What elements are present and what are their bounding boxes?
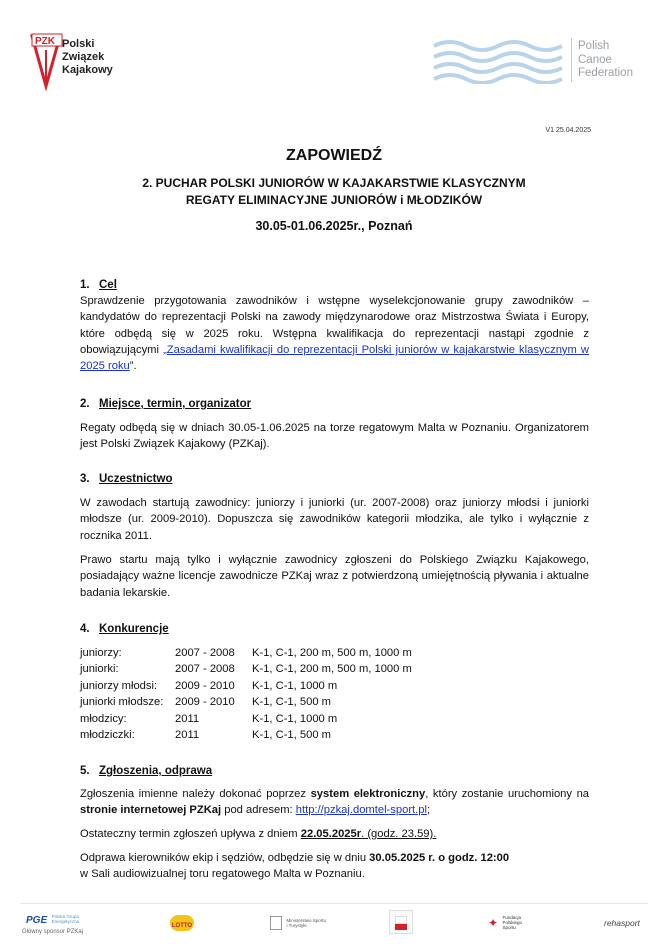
section-title: Uczestnictwo (99, 473, 173, 485)
briefing-date: 30.05.2025 r. o godz. 12:00 (369, 852, 510, 864)
section-title: Zgłoszenia, odprawa (99, 765, 213, 777)
competitions-table (80, 645, 412, 743)
years-cell: 2011 (175, 729, 200, 742)
ministry-name: Ministerstwo Sportu i Turystyki (286, 917, 326, 928)
section-number: 4. (80, 623, 90, 635)
pzk-line-3: Kajakowy (62, 64, 113, 76)
text-bold: stronie internetowej PZKaj (80, 804, 222, 817)
ministry-logo (270, 914, 326, 932)
pcf-name (578, 40, 633, 81)
years-cell: 2007 - 2008 (175, 647, 235, 659)
category-cell: młodzicy: (80, 712, 127, 725)
section-2-text: Regaty odbędą się w dniach 30.05-1.06.2025 na torze regatowym Malta w Poznaniu. Organizatorem jest Polski Związek Kajakowy (PZKaj). (80, 422, 589, 451)
events-cell: K-1, C-1, 200 m, 500 m, 1000 m (252, 647, 412, 659)
category-cell: młodziczki: (80, 729, 135, 742)
pcf-line-3: Federation (578, 67, 633, 79)
footer-divider (20, 903, 648, 904)
section-title: Cel (99, 279, 117, 291)
years-cell: 2009 - 2010 (175, 679, 235, 692)
years-cell: 2011 (175, 712, 200, 725)
section-number: 3. (80, 473, 90, 485)
subtitle-line-1: 2. PUCHAR POLSKI JUNIORÓW W KAJAKARSTWIE KLASYCZNYM (142, 176, 526, 190)
table-row (80, 711, 412, 727)
section-number: 2. (80, 398, 90, 410)
date-place: 30.05-01.06.2025r., Poznań (255, 219, 413, 233)
deadline-date: 22.05.2025r (300, 828, 362, 840)
rehasport-logo: rehasport (604, 918, 640, 928)
version-label: V1 25.04.2025 (545, 127, 591, 134)
events-cell: K-1, C-1, 500 m (252, 729, 331, 742)
section-5-text-2 (80, 826, 589, 842)
subtitle-line-2: REGATY ELIMINACYJNE JUNIORÓW i MŁODZIKÓW (185, 193, 483, 207)
table-row (80, 694, 412, 710)
text-fragment: pod adresem: (221, 804, 296, 817)
section-1-heading (80, 279, 117, 291)
pcf-line-2: Canoe (578, 53, 612, 66)
flag-red (395, 924, 407, 930)
text-fragment: , który zostanie uruchomiony na (425, 788, 590, 800)
category-cell: juniorki młodsze: (80, 696, 164, 709)
lotto-logo (170, 915, 194, 931)
section-5-text-1 (80, 786, 589, 819)
pzk-badge-text: PZK (35, 36, 55, 47)
pge-logo (26, 910, 82, 928)
table-row (80, 645, 412, 661)
fundacja-name: Fundacja Polskiego Sportu (502, 915, 523, 931)
cel-text: Sprawdzenie przygotowania zawodników i wstępne wyselekcjonowanie grupy zawodników – kandydatów do reprezentacji Polski na zawody międzynarodowe oraz Mistrzostwa Świata i Europy, które odbędą się w 2025 roku. Wstępna kwalifikacja do reprezentacji nastąpi zgodnie z obowiązującymi (80, 295, 589, 356)
section-3-text-2: Prawo startu mają tylko i wyłącznie zawodnicy zgłoszeni do Polskiego Związku Kajakowego, posiadający ważne licencje zawodnicze PZKaj wraz z potwierdzoną umiejętnością pływania i aktualne badania lekarskie. (80, 554, 589, 599)
section-title: Miejsce, termin, organizator (99, 398, 252, 410)
pzk-name (62, 38, 113, 77)
flag-white (395, 916, 407, 924)
pzk-line-2: Związek (62, 51, 105, 63)
text-fragment: Odprawa kierowników ekip i sędziów, odbędzie się w dniu (80, 852, 370, 864)
kwalifikacja-link[interactable]: „Zasadami kwalifikacji do reprezentacji Polski juniorów w kajakarstwie klasycznym w 2025 roku (80, 343, 590, 373)
section-1-text (80, 293, 589, 374)
sponsor-label: Główny sponsor PZKaj (22, 929, 84, 935)
text-fragment: ; (426, 804, 431, 817)
text-fragment: w Sali audiowizualnej toru regatowego Malta w Poznaniu. (80, 868, 365, 881)
pcf-line-1: Polish (578, 40, 610, 52)
pcf-divider (571, 38, 572, 82)
section-2-heading (80, 398, 251, 410)
text-bold: system elektroniczny (310, 788, 426, 800)
page-title: ZAPOWIEDŹ (286, 147, 382, 164)
lotto-logo-text: LOTTO (171, 923, 193, 929)
cel-end: ”. (129, 360, 137, 373)
events-cell: K-1, C-1, 500 m (252, 696, 331, 709)
eagle-icon (270, 916, 282, 930)
events-cell: K-1, C-1, 1000 m (252, 679, 338, 692)
section-5-heading (80, 765, 212, 777)
section-3-heading (80, 473, 173, 485)
text-fragment: Zgłoszenia imienne należy dokonać poprzez (80, 788, 311, 800)
table-row (80, 661, 412, 677)
table-row (80, 678, 412, 694)
category-cell: juniorzy: (80, 647, 122, 659)
runner-icon: ✦ (488, 916, 499, 930)
waves-logo-icon (432, 38, 564, 84)
deadline-time: . (godz. 23.59). (361, 828, 437, 840)
events-cell: K-1, C-1, 200 m, 500 m, 1000 m (252, 663, 412, 676)
section-number: 5. (80, 765, 90, 777)
section-title: Konkurencje (99, 623, 169, 635)
pge-logo-text: PGE (26, 915, 48, 926)
text-fragment: Ostateczny termin zgłoszeń upływa z dniem (80, 828, 301, 840)
years-cell: 2007 - 2008 (175, 663, 235, 676)
years-cell: 2009 - 2010 (175, 696, 235, 709)
fundacja-logo (488, 914, 531, 932)
emblem-logo (389, 910, 413, 934)
category-cell: juniorzy młodsi: (80, 679, 158, 692)
events-cell: K-1, C-1, 1000 m (252, 712, 338, 725)
section-number: 1. (80, 279, 90, 291)
section-5-text-3 (80, 850, 589, 883)
table-row (80, 727, 412, 743)
domtel-link[interactable]: http://pzkaj.domtel-sport.pl (295, 804, 427, 817)
pzk-line-1: Polski (62, 38, 95, 50)
category-cell: juniorki: (80, 663, 119, 676)
pge-sub: Polska Grupa Energetyczna (51, 913, 80, 924)
section-3-text-1: W zawodach startują zawodnicy: juniorzy i juniorki (ur. 2007-2008) oraz juniorzy młodsi i juniorki młodsze (ur. 2009-2010). Dopuszcza się zawodników kategorii młodzika, ale tylko i wyłącznie z rocznika 2011. (80, 497, 589, 542)
section-4-heading (80, 623, 169, 635)
